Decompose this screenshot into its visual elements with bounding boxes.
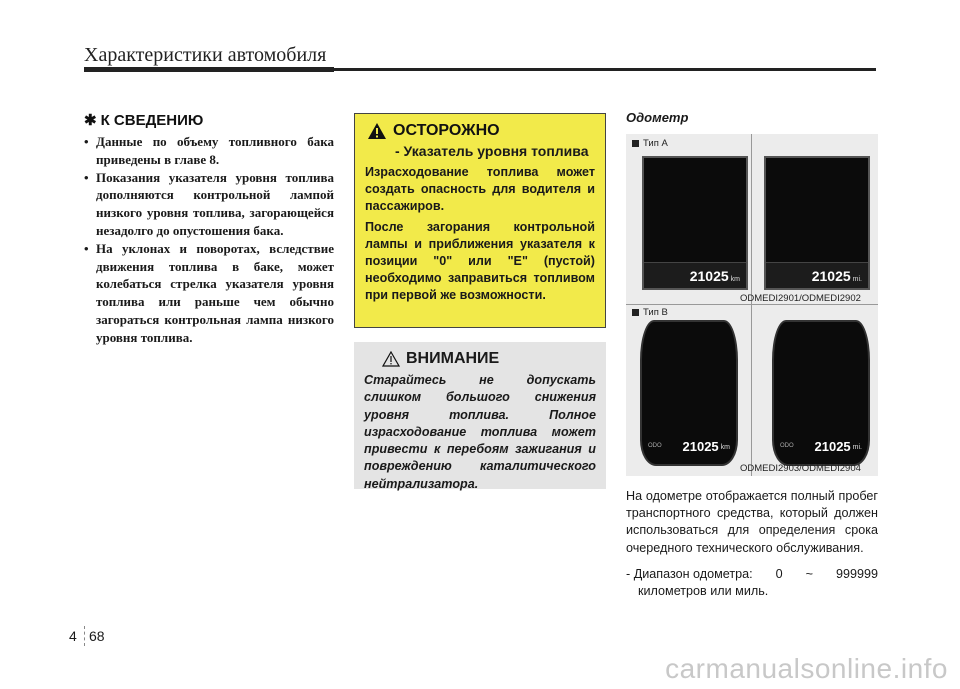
caution-subtitle: - Указатель уровня топлива: [395, 143, 589, 159]
type-b-label-text: Тип B: [643, 307, 668, 318]
warning-box: [354, 342, 606, 489]
note-item: • На уклонах и поворотах, вследствие движения топлива в баке, может колебаться стрелка указателя уровня топлива или раньше чем обычно загораться контрольная лампа низкого уровня топлива.: [84, 240, 334, 347]
page-number: 68: [89, 628, 105, 644]
range-label: - Диапазон одометра:: [626, 567, 753, 581]
figure-caption-a: ODMEDI2901/ODMEDI2902: [740, 293, 861, 304]
page-number-separator: [84, 626, 85, 646]
odometer-range: [626, 566, 878, 600]
figure-divider: [626, 304, 878, 305]
odometer-unit: km: [730, 276, 740, 283]
note-heading-text: К СВЕДЕНИЮ: [100, 111, 204, 129]
warning-text: Старайтесь не допускать слишком большого снижения уровня топлива. Полное израсходование топлива может привести к перебоям зажигания и повреждению каталитического нейтрализатора.: [364, 373, 596, 491]
note-item: • Показания указателя уровня топлива дополняются контрольной лампой низкого уровня топлива, загорающейся незадолго до опустошения бака.: [84, 169, 334, 240]
odometer-readout: [766, 262, 868, 288]
odometer-value: 21025: [682, 438, 719, 454]
caution-title-text: ОСТОРОЖНО: [393, 122, 500, 139]
odometer-display-type-b-mi: [772, 320, 870, 466]
warning-triangle-icon: [367, 122, 387, 140]
odo-tag: ODO: [648, 443, 662, 449]
odometer-display-type-b-km: [640, 320, 738, 466]
odometer-value: 21025: [811, 267, 851, 284]
odometer-readout: [644, 262, 746, 288]
range-units: километров или миль.: [638, 584, 769, 599]
caution-paragraph: После загорания контрольной лампы и приближения указателя к позиции "0" или "E" (пустой) необходимо заправиться топливом при первой же возможности.: [365, 220, 595, 302]
odo-tag: ODO: [780, 443, 794, 449]
watermark: carmanualsonline.info: [665, 653, 948, 684]
caution-paragraph: Израсходование топлива может создать опасность для водителя и пассажиров.: [365, 165, 595, 213]
odometer-unit: km: [720, 444, 730, 451]
range-tilde: ~: [805, 567, 813, 581]
odometer-unit: mi.: [852, 444, 862, 451]
figure-divider: [751, 305, 752, 476]
page-header-title: Характеристики автомобиля: [84, 44, 327, 66]
odometer-description: На одометре отображается полный пробег транспортного средства, который должен использоваться для определения срока очередного технического обслуживания.: [626, 489, 878, 555]
section-number: 4: [69, 628, 77, 644]
header-rule-accent: [84, 67, 334, 72]
caution-title: [365, 122, 595, 140]
odometer-readout: [780, 436, 862, 456]
odometer-value: 21025: [689, 267, 729, 284]
odometer-value: 21025: [814, 438, 851, 454]
note-section: [84, 111, 334, 347]
odometer-figure: [626, 134, 878, 476]
odometer-unit: mi.: [852, 276, 862, 283]
type-a-label: [632, 138, 668, 149]
note-list: [84, 133, 334, 347]
range-from: 0: [775, 567, 783, 581]
odometer-readout: [648, 436, 730, 456]
odometer-display-type-a-mi: [764, 156, 870, 290]
square-bullet-icon: [632, 309, 639, 316]
odometer-range-line: [626, 566, 878, 583]
caution-box: [354, 113, 606, 328]
warning-triangle-outline-icon: [382, 351, 400, 367]
figure-divider: [751, 134, 752, 304]
odometer-display-type-a-km: [642, 156, 748, 290]
range-to: 999999: [835, 567, 878, 581]
note-item: • Данные по объему топливного бака приведены в главе 8.: [84, 133, 334, 169]
warning-title: [364, 350, 596, 368]
warning-title-text: ВНИМАНИЕ: [406, 350, 500, 367]
square-bullet-icon: [632, 140, 639, 147]
type-b-label: [632, 307, 668, 318]
type-a-label-text: Тип A: [643, 138, 668, 149]
asterisk-icon: ✱: [84, 112, 97, 129]
figure-caption-b: ODMEDI2903/ODMEDI2904: [740, 463, 861, 474]
note-heading: [84, 111, 334, 129]
odometer-heading: Одометр: [626, 110, 689, 125]
